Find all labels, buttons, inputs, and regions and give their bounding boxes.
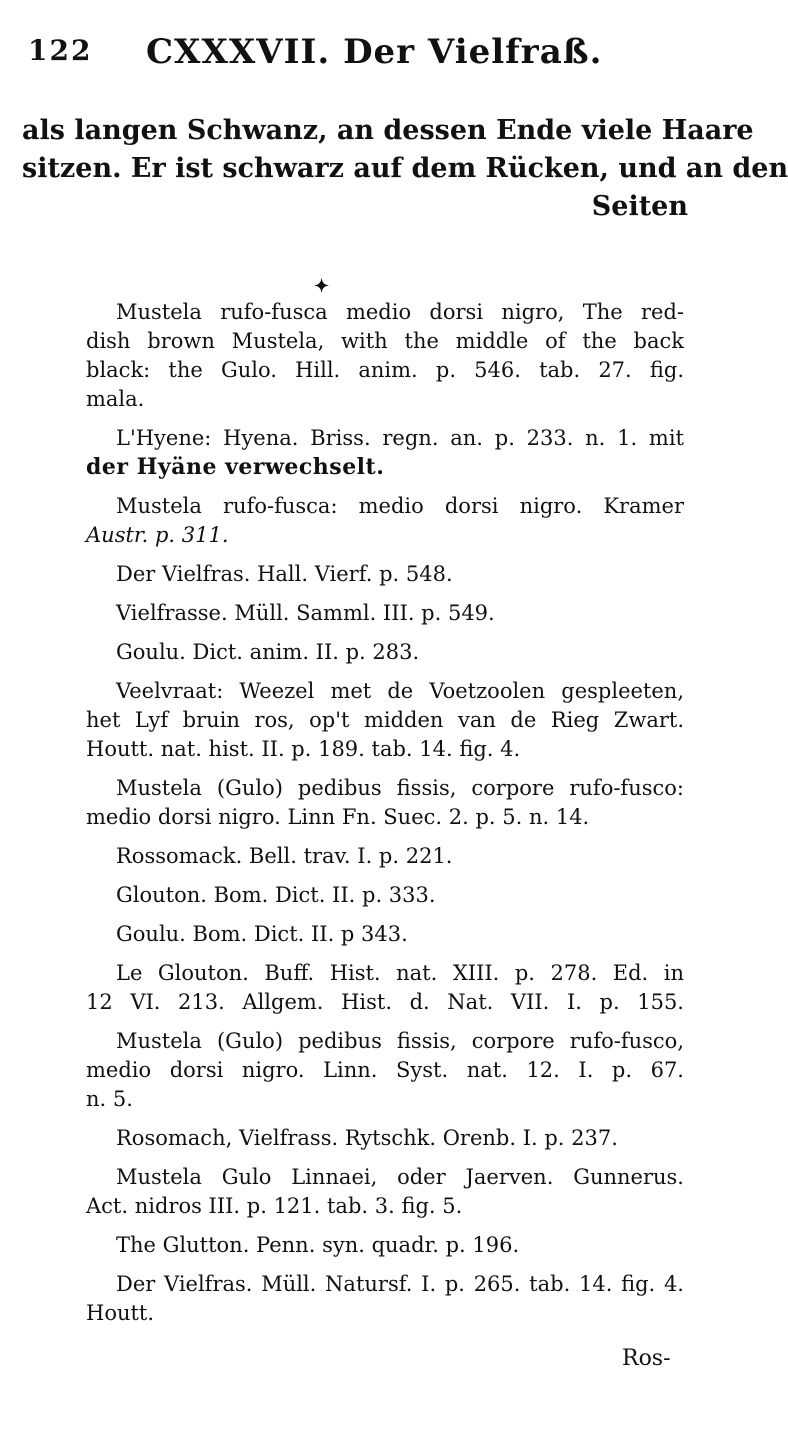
entry-line: Mustela (Gulo) pedibus fissis, corpore rufo-fusco, — [116, 1029, 684, 1053]
synonymy-entry — [86, 842, 684, 871]
entry-line: Act. nidros III. p. 121. tab. 3. fig. 5. — [86, 1194, 463, 1218]
synonymy-entry — [86, 599, 684, 628]
entry-line: Mustela rufo-fusca medio dorsi nigro, The red- — [116, 300, 684, 324]
synonymy-entry — [86, 492, 684, 550]
synonymy-entry — [86, 560, 684, 589]
synonymy-entry — [86, 959, 684, 1017]
synonymy-list — [86, 298, 684, 1338]
synonymy-entry — [86, 638, 684, 667]
entry-line: dish brown Mustela, with the middle of the back — [86, 329, 684, 353]
entry-line: Rossomack. Bell. trav. I. p. 221. — [116, 844, 453, 868]
entry-line: medio dorsi nigro. Linn Fn. Suec. 2. p. 5. n. 14. — [86, 805, 590, 829]
entry-line: Rosomach, Vielfrass. Rytschk. Orenb. I. p. 237. — [116, 1126, 618, 1150]
entry-line: Mustela (Gulo) pedibus fissis, corpore rufo-fusco: — [116, 776, 684, 800]
entry-line: Veelvraat: Weezel met de Voetzoolen gespleeten, — [116, 679, 684, 703]
entry-line: der Hyäne verwechselt. — [86, 454, 385, 480]
entry-line: Austr. p. 311. — [86, 523, 229, 547]
entry-line: L'Hyene: Hyena. Briss. regn. an. p. 233. n. 1. mit — [116, 426, 684, 450]
entry-line: Der Vielfras. Müll. Natursf. I. p. 265. tab. 14. fig. 4. — [116, 1272, 684, 1296]
entry-line: The Glutton. Penn. syn. quadr. p. 196. — [116, 1233, 520, 1257]
entry-line: Der Vielfras. Hall. Vierf. p. 548. — [116, 562, 453, 586]
entry-line: Vielfrasse. Müll. Samml. III. p. 549. — [116, 601, 495, 625]
entry-line: n. 5. — [86, 1087, 133, 1111]
entry-line: medio dorsi nigro. Linn. Syst. nat. 12. I. p. 67. — [86, 1058, 684, 1082]
intro-line: als langen Schwanz, an dessen Ende viele Haare — [22, 115, 754, 146]
page-header — [28, 34, 680, 84]
entry-line: Mustela Gulo Linnaei, oder Jaerven. Gunnerus. — [116, 1165, 684, 1189]
entry-line: mala. — [86, 387, 145, 411]
running-head: CXXXVII. Der Vielfraß. — [146, 32, 603, 72]
entry-line: Houtt. — [86, 1301, 155, 1325]
entry-line: Goulu. Dict. anim. II. p. 283. — [116, 640, 420, 664]
entry-line: Houtt. nat. hist. II. p. 189. tab. 14. fig. 4. — [86, 737, 521, 761]
intro-paragraph — [22, 112, 788, 226]
synonymy-entry — [86, 424, 684, 482]
entry-line: 12 VI. 213. Allgem. Hist. d. Nat. VII. I. p. 155. — [86, 990, 684, 1014]
entry-line: black: the Gulo. Hill. anim. p. 546. tab. 27. fig. — [86, 358, 684, 382]
entry-line: Glouton. Bom. Dict. II. p. 333. — [116, 883, 436, 907]
entry-line: Le Glouton. Buff. Hist. nat. XIII. p. 278. Ed. in — [116, 961, 684, 985]
synonymy-entry — [86, 1163, 684, 1221]
synonymy-entry — [86, 774, 684, 832]
entry-line: Goulu. Bom. Dict. II. p 343. — [116, 922, 408, 946]
entry-line: het Lyf bruin ros, op't midden van de Rieg Zwart. — [86, 708, 684, 732]
synonymy-entry — [86, 920, 684, 949]
synonymy-entry — [86, 677, 684, 764]
intro-line: sitzen. Er ist schwarz auf dem Rücken, und an den — [22, 153, 788, 184]
intro-line: Seiten — [591, 191, 688, 222]
entry-line: Mustela rufo-fusca: medio dorsi nigro. Kramer — [116, 494, 684, 518]
synonymy-entry — [86, 1231, 684, 1260]
synonymy-entry — [86, 298, 684, 414]
synonymy-entry — [86, 1124, 684, 1153]
synonymy-entry — [86, 881, 684, 910]
catchword: Ros- — [622, 1346, 671, 1371]
synonymy-entry — [86, 1027, 684, 1114]
page-number: 122 — [28, 34, 93, 67]
synonymy-entry — [86, 1270, 684, 1328]
marginal-mark: ✦ — [314, 276, 330, 297]
